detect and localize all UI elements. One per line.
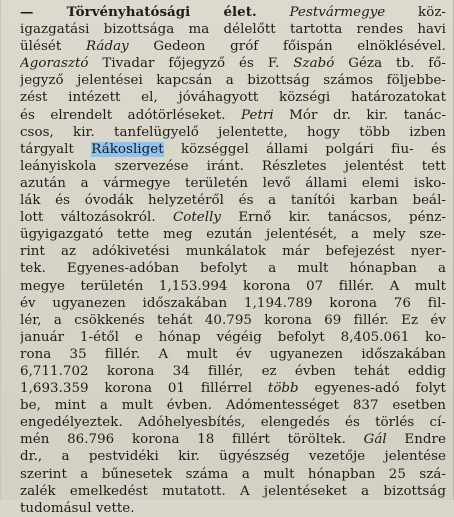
article-line (20, 500, 446, 517)
body-text: tek. Egyenes-adóban befolyt a mult hónapban a (20, 261, 446, 277)
article-column (20, 4, 446, 517)
body-text: ülését (20, 39, 86, 55)
body-text: dr., a pestvidéki kir. ügyészség vezetője jelentése (20, 449, 446, 465)
body-text: és elrendelt adótörléseket. (20, 107, 242, 123)
article-line (20, 295, 446, 312)
body-text: lér, a csökkenés tehát 40.795 korona 69 fillér. Ez év (20, 312, 446, 328)
article-line (20, 397, 446, 414)
body-text: tárgyalt (20, 141, 92, 157)
article-line (20, 329, 446, 346)
body-text: zalék emelkedést mutatott. A jelentéseket a bizottság (20, 483, 446, 499)
article-line (20, 380, 446, 397)
article-line (20, 363, 446, 380)
italic-name: Szabó (293, 56, 335, 72)
article-line (20, 124, 446, 141)
article-line (20, 312, 446, 329)
article-line (20, 72, 446, 89)
italic-name: több (267, 381, 299, 397)
body-text: 1,693.359 korona 01 fillérrel (20, 381, 268, 397)
highlighted-search-term[interactable]: Rákosliget (91, 141, 164, 157)
body-text: rona 35 fillér. A mult év ugyanezen időszakában (20, 346, 446, 362)
body-text: ügyigazgató tette meg ezután jelentését, a mely sze- (20, 227, 446, 243)
body-text: engedélyeztek. Adóhelyesbítés, elengedés és törlés cí- (20, 415, 446, 431)
article-line (20, 89, 446, 106)
body-text: egyenes-adó folyt (298, 381, 446, 397)
body-text: lott változásokról. (20, 210, 173, 226)
body-text: igazgatási bizottsága ma délelőtt tartotta rendes havi (20, 22, 446, 38)
body-text: csos, kir. tanfelügyelő jelentette, hogy több izben (20, 124, 446, 140)
article-line (20, 243, 446, 260)
article-line (20, 4, 446, 21)
body-text: január 1-étől e hónap végéig befolyt 8,405.061 ko- (20, 329, 446, 345)
italic-name: Agorasztó (20, 56, 89, 72)
article-line (20, 226, 446, 243)
body-text: Géza tb. fő- (334, 56, 446, 72)
body-text: mén 86.796 korona 18 fillért töröltek. (20, 432, 364, 448)
body-text: zést intézett el, jóváhagyott községi határozatokat (20, 90, 446, 106)
article-line (20, 260, 446, 277)
body-text: Mór dr. kir. tanác- (273, 107, 446, 123)
body-text: Gedeon gróf főispán elnöklésével. (128, 39, 446, 55)
body-text: jegyző jelentései kapcsán a bizottság számos följebbe- (20, 73, 446, 89)
article-line (20, 175, 446, 192)
article-line (20, 55, 446, 72)
article-line (20, 448, 446, 465)
body-text: lák és óvodák helyzetéről és a tanítói karban beál- (20, 193, 446, 209)
article-line (20, 483, 446, 500)
article-line (20, 38, 446, 55)
body-text: Ernő kir. tanácsos, pénz- (221, 210, 446, 226)
body-text: tudomásul vette. (20, 500, 135, 516)
body-text: községgel állami polgári fiu- és (163, 141, 446, 157)
column-edge (0, 0, 1, 500)
body-text: megye területén 1,153.994 korona 07 fillér. A mult (20, 278, 446, 294)
headline-text: Törvényhatósági élet. (66, 4, 257, 20)
body-text: Endre (386, 432, 446, 448)
article-line (20, 158, 446, 175)
article-line (20, 278, 446, 295)
headline-text: — (20, 4, 67, 20)
article-line (20, 414, 446, 431)
article-line (20, 209, 446, 226)
italic-name: Gál (363, 432, 387, 448)
body-text: Tivadar főjegyző és F. (88, 56, 294, 72)
body-text: azután a vármegye területén levő állami elemi isko- (20, 175, 446, 191)
article-line (20, 346, 446, 363)
article-line (20, 141, 446, 158)
body-text: év ugyanezen időszakában 1,194.789 korona 76 fil- (20, 295, 446, 311)
article-line (20, 21, 446, 38)
article-line (20, 192, 446, 209)
article-line (20, 431, 446, 448)
body-text: be, mint a mult évben. Adómentességet 837 esetben (20, 398, 446, 414)
italic-name: Petri (241, 107, 274, 123)
article-line (20, 107, 446, 124)
body-text: 6,711.702 korona 34 fillér, ez évben tehát eddig (20, 363, 446, 379)
body-text: leányiskola szervezése iránt. Részletes jelentést tett (20, 158, 446, 174)
body-text: köz- (385, 5, 446, 20)
italic-name: Pestvármegye (256, 5, 386, 20)
italic-name: Cotelly (172, 210, 222, 226)
body-text: rint az adókivetési munkálatok már befejezést nyer- (20, 244, 446, 260)
article-line (20, 466, 446, 483)
italic-name: Ráday (85, 39, 129, 55)
body-text: szerint a bűnesetek száma a mult hónapban 25 szá- (20, 466, 446, 482)
